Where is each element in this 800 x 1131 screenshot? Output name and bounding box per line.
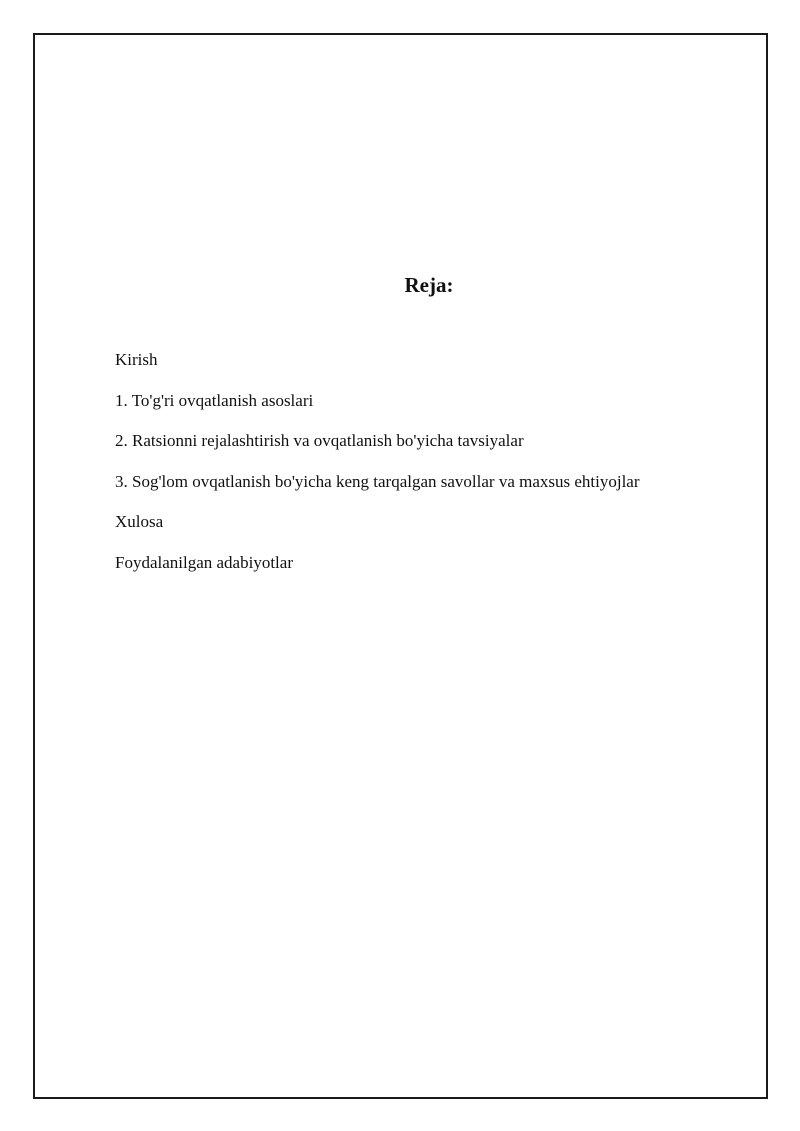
plan-item-1: 1. To'g'ri ovqatlanish asoslari: [115, 390, 314, 410]
plan-item-2: 2. Ratsionni rejalashtirish va ovqatlanish bo'yicha tavsiyalar: [115, 431, 524, 450]
plan-item-references: Foydalanilgan adabiyotlar: [115, 552, 293, 572]
document-title: Reja:: [404, 273, 454, 297]
plan-item-3: 3. Sog'lom ovqatlanish bo'yicha keng tarqalgan savollar va maxsus ehtiyojlar: [115, 471, 640, 491]
plan-item-intro: Kirish: [115, 350, 158, 369]
plan-list: [115, 350, 640, 593]
plan-item-conclusion: Xulosa: [115, 512, 164, 531]
